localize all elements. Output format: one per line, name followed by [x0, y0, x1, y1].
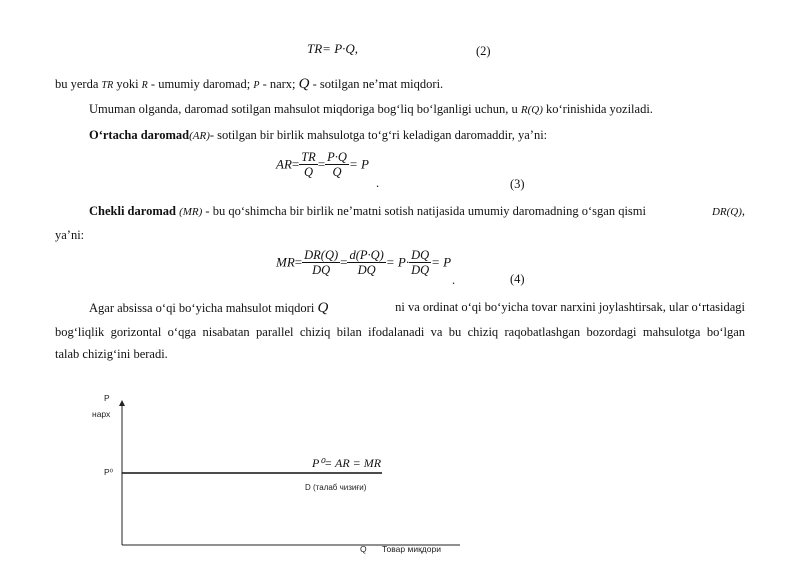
- eq3-fraction-1: $\frac{TR}{Q}$: [301, 150, 316, 179]
- x-axis-label: Q: [360, 544, 367, 554]
- demand-line-label: P⁰= AR = MR: [312, 456, 382, 470]
- eq4-fraction-3: $\frac{DQ}{DQ}$: [411, 248, 430, 277]
- p3-text: - sotilgan bir birlik mahsulotga to‘g‘ri keladigan daromaddir, ya’ni:: [209, 128, 548, 142]
- eq4-dot: .: [452, 273, 456, 287]
- equation-2-number: (2): [476, 44, 491, 58]
- equation-3-number: (3): [510, 177, 525, 191]
- x-axis-text: Товар миқдори: [382, 544, 441, 554]
- equation-4-number: (4): [510, 272, 525, 286]
- p5-text-a: Agar absissa o‘qi bo‘yicha mahsulot miqdori: [89, 301, 318, 315]
- p4-line-2: ya’ni:: [55, 228, 85, 242]
- p4-comma: ,: [741, 204, 745, 218]
- eq4-equals-2: =: [340, 254, 348, 270]
- y-axis-sublabel: нарх: [92, 409, 111, 419]
- p5-text-b: ni va ordinat o‘qi bo‘yicha tovar narxini joylashtirsak, ular o‘rtasidagi: [395, 300, 745, 314]
- p2-text-a: Umuman olganda, daromad sotilgan mahsulot miqdoriga bog‘liq bo‘lganligi uchun, u: [89, 102, 521, 116]
- p1-text-c: - umumiy daromad;: [147, 77, 254, 91]
- p1-text-d: - narx;: [259, 77, 299, 91]
- eq3-dot: .: [376, 176, 380, 190]
- symbol-mr: (MR): [179, 206, 203, 218]
- symbol-ar: (AR): [189, 130, 210, 142]
- paragraph-graph-intro-line2: bog‘liqlik gorizontal o‘qga nisabatan parallel chiziq bilan ifodalanadi va bu chiziq raqobatlashgan bozordagi mahsulotga bo‘lgan: [55, 325, 745, 339]
- y-axis-label: P: [104, 393, 110, 403]
- symbol-q-2: Q: [317, 300, 329, 316]
- symbol-tr: TR: [101, 80, 114, 91]
- symbol-r: R: [141, 80, 148, 91]
- eq3-equals-2: =: [317, 156, 326, 172]
- eq4-fraction-1: $\frac{DR(Q)}{DQ}$: [304, 248, 339, 277]
- eq3-result: = P: [348, 156, 369, 172]
- paragraph-graph-intro-line3: talab chizig‘ini beradi.: [55, 347, 168, 361]
- eq4-lhs: MR: [276, 254, 295, 270]
- p1-text-b: yoki: [113, 77, 142, 91]
- eq3-lhs: AR: [276, 156, 292, 172]
- eq4-fraction-2: $\frac{d(P\cdot Q)}{DQ}$: [349, 248, 384, 277]
- symbol-p: P: [253, 80, 260, 91]
- symbol-drq: DR(Q): [711, 206, 742, 218]
- term-marginal-revenue: Chekli daromad: [89, 204, 176, 218]
- term-average-revenue: O‘rtacha daromad: [89, 128, 190, 142]
- eq4-result: = P: [431, 254, 452, 270]
- eq4-mid: = P·: [385, 254, 410, 270]
- eq4-equals-1: =: [294, 254, 303, 270]
- p0-tick-label: P⁰: [104, 467, 114, 477]
- eq2-rhs: = P·Q: [322, 41, 355, 56]
- symbol-q: Q: [298, 76, 310, 92]
- demand-curve-label: D (талаб чизиғи): [305, 483, 367, 492]
- eq2-lhs: TR: [307, 41, 323, 56]
- p4-text: - bu qo‘shimcha bir birlik ne’matni sotish natijasida umumiy daromadning o‘sgan qismi: [202, 204, 646, 218]
- p1-text-a: bu yerda: [55, 77, 102, 91]
- eq2-tail: ,: [354, 41, 359, 56]
- eq3-fraction-2: $\frac{P\cdot Q}{Q}$: [327, 150, 347, 179]
- eq3-equals-1: =: [291, 156, 300, 172]
- p1-text-e: - sotilgan ne’mat miqdori.: [309, 77, 444, 91]
- p2-text-b: ko‘rinishida yoziladi.: [542, 102, 653, 116]
- symbol-rq: R(Q): [520, 104, 543, 116]
